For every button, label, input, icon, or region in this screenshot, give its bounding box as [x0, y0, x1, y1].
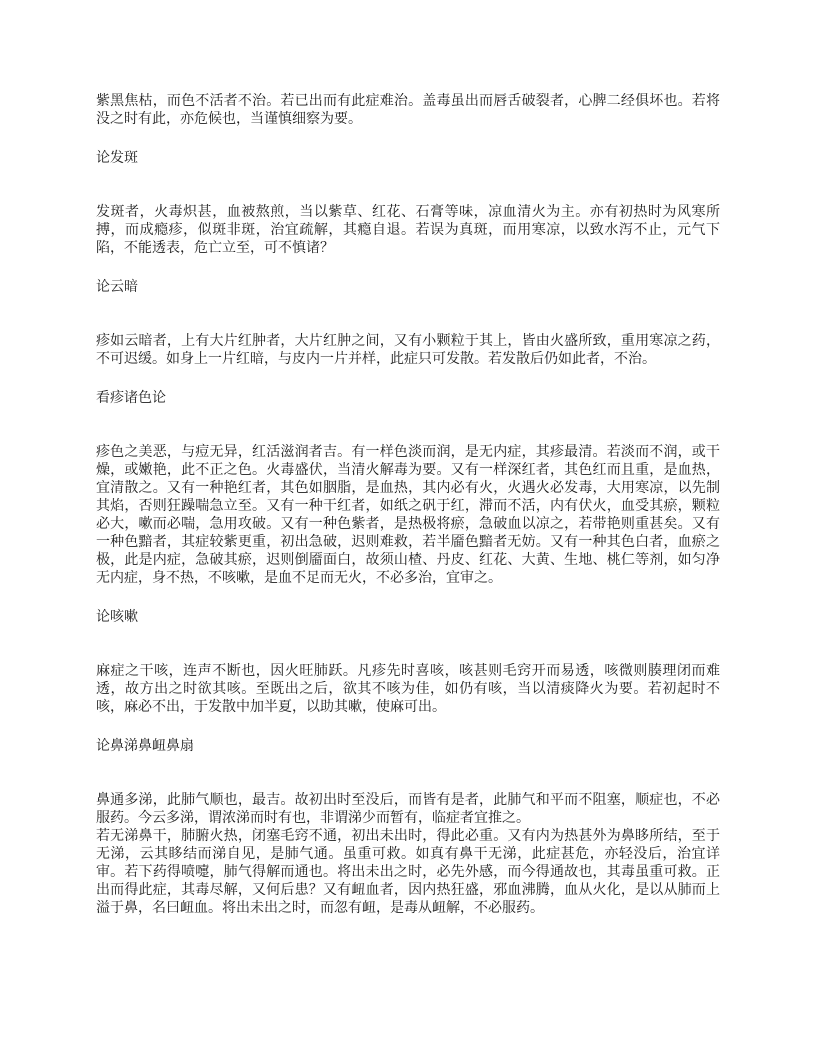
paragraph: 若无涕鼻干，肺腑火热，闭塞毛窍不通，初出未出时，得此必重。又有内为热甚外为鼻眵所结，至于无涕，云其眵结而涕自见，是肺气通。虽重可救。如真有鼻干无涕，此症甚危，亦轻没后，治宜详审。若下药得喷嚏，肺气得解而通也。将出未出之时，必先外感，而今得通故也，其毒虽重可救。正出而得此症，其毒尽解，又何后患？又有衄血者，因内热狂盛，邪血沸腾，血从火化，是以从肺而上溢于鼻，名曰衄血。将出未出之时，而忽有衄，是毒从衄解，不必服药。 [96, 829, 720, 916]
paragraph: 发斑者，火毒炽甚，血被熬煎，当以紫草、红花、石膏等味，凉血清火为主。亦有初热时为风寒所搏，而成瘾疹，似斑非斑，治宜疏解，其瘾自退。若误为真斑，而用寒凉，以致水泻不止，元气下陷，不能透表，危亡立至，可不慎诸？ [96, 205, 720, 256]
paragraph: 紫黑焦枯，而色不活者不治。若已出而有此症难治。盖毒虽出而唇舌破裂者，心脾二经俱坏也。若将没之时有此，亦危候也，当谨慎细察为要。 [96, 94, 720, 127]
paragraph: 疹如云暗者，上有大片红肿者，大片红肿之间，又有小颗粒于其上，皆由火盛所致，重用寒凉之药，不可迟缓。如身上一片红暗，与皮内一片并样，此症只可发散。若发散后仍如此者，不治。 [96, 334, 720, 367]
paragraph: 鼻通多涕，此肺气顺也，最吉。故初出时至没后，而皆有是者，此肺气和平而不阻塞，顺症也，不必服药。今云多涕，谓浓涕而时有也，非谓涕少而暂有，临症者宜推之。 [96, 793, 720, 826]
section-heading-ke-sou: 论咳嗽 [96, 610, 138, 625]
section-heading-yun-an: 论云暗 [96, 280, 138, 295]
section-heading-kan-zhen-zhu-se: 看疹诸色论 [96, 391, 166, 406]
paragraph: 麻症之干咳，连声不断也，因火旺肺跃。凡疹先时喜咳，咳甚则毛窍开而易透，咳微则腠理闭而难透，故方出之时欲其咳。至既出之后，欲其不咳为佳，如仍有咳，当以清痰降火为要。若初起时不咳，麻必不出，于发散中加半夏，以助其嗽，使麻可出。 [96, 664, 720, 715]
section-heading-bi-ti-bi-nv-bi-shan: 论鼻涕鼻衄鼻扇 [96, 739, 194, 754]
section-heading-fa-ban: 论发斑 [96, 151, 138, 166]
paragraph: 疹色之美恶，与痘无异，红活滋润者吉。有一样色淡而润，是无内症，其疹最清。若淡而不润，或干燥，或嫩艳，此不正之色。火毒盛伏，当清火解毒为要。又有一样深红者，其色红而且重，是血热，宜清散之。又有一种艳红者，其色如胭脂，是血热，其内必有火，火遇火必发毒，大用寒凉，以先制其焰，否则狂躁喘急立至。又有一种干红者，如纸之矾于红，滞而不活，内有伏火，血受其瘀，颗粒必大，嗽而必喘，急用攻破。又有一种色紫者，是热极将瘀，急破血以凉之，若带艳则重甚矣。又有一种色黯者，其症较紫更重，初出急破，迟则难救，若半靥色黯者无妨。又有一种其色白者，血瘀之极，此是内症，急破其瘀，迟则倒靥面白，故须山楂、丹皮、红花、大黄、生地、桃仁等剂，如匀净无内症，身不热，不咳嗽，是血不足而无火，不必多治，宜审之。 [96, 445, 720, 586]
